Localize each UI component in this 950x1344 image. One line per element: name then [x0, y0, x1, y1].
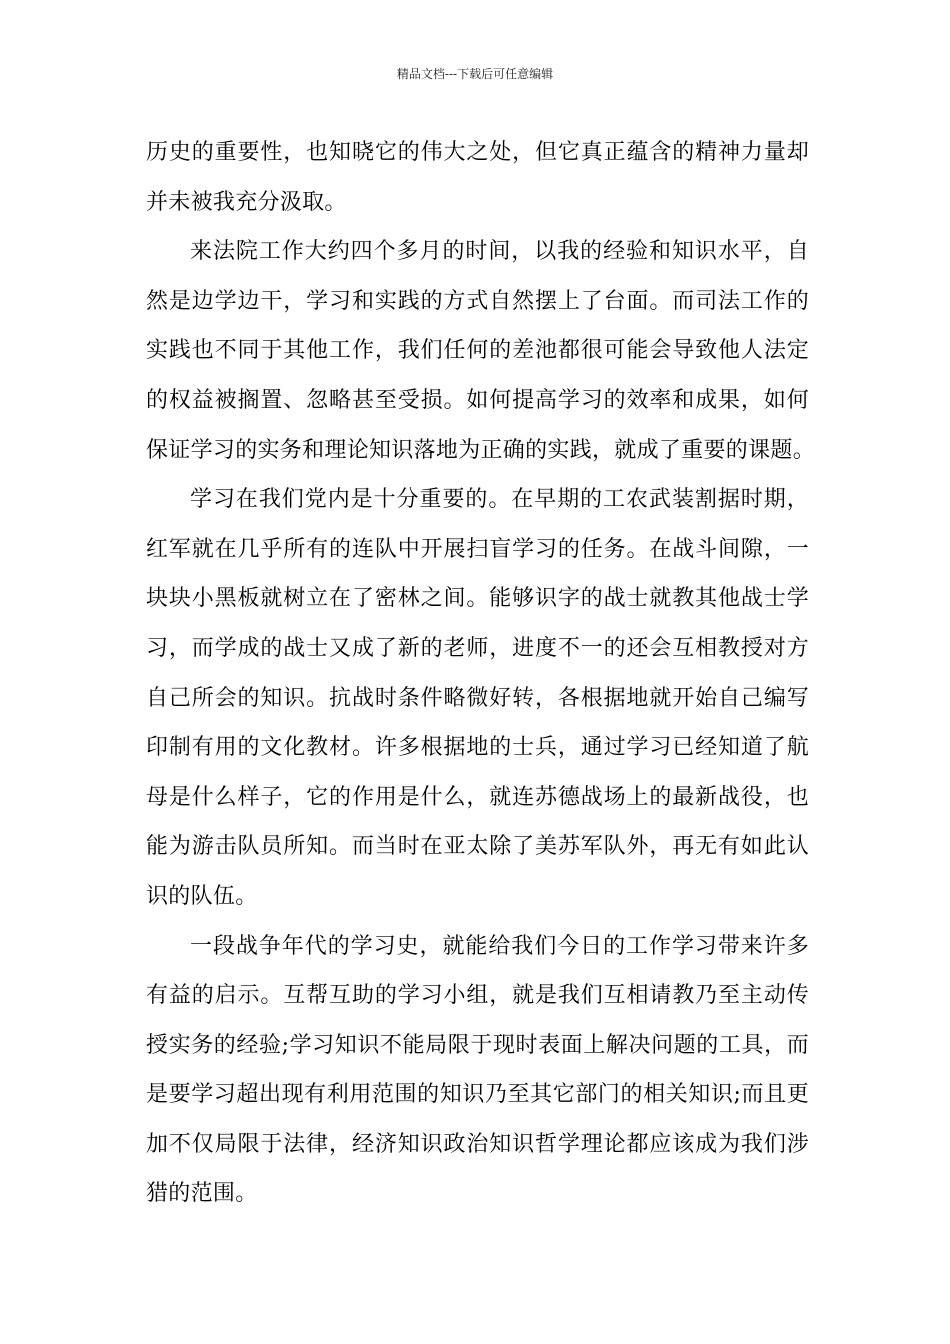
- text-line: 自己所会的知识。抗战时条件略微好转，各根据地就开始自己编写: [146, 685, 809, 711]
- text-line: 的权益被搁置、忽略甚至受损。如何提高学习的效率和成果，如何: [146, 387, 809, 413]
- text-line: 识的队伍。: [146, 883, 258, 909]
- text-line: 加不仅局限于法律，经济知识政治知识哲学理论都应该成为我们涉: [146, 1131, 809, 1157]
- text-line: 块块小黑板就树立在了密林之间。能够识字的战士就教其他战士学: [146, 586, 809, 612]
- text-line: 历史的重要性，也知晓它的伟大之处，但它真正蕴含的精神力量却: [146, 140, 809, 165]
- page-header: 精品文档---下载后可任意编辑: [396, 67, 554, 81]
- paragraph-first-line: 来法院工作大约四个多月的时间，以我的经验和知识水平，自: [190, 239, 809, 265]
- text-line: 印制有用的文化教材。许多根据地的士兵，通过学习已经知道了航: [146, 735, 809, 761]
- text-line: 母是什么样子，它的作用是什么，就连苏德战场上的最新战役，也: [146, 784, 809, 810]
- text-line: 实践也不同于其他工作，我们任何的差池都很可能会导致他人法定: [146, 338, 809, 364]
- text-line: 有益的启示。互帮互助的学习小组，就是我们互相请教乃至主动传: [146, 983, 809, 1009]
- text-line: 并未被我充分汲取。: [146, 189, 347, 215]
- text-line: 能为游击队员所知。而当时在亚太除了美苏军队外，再无有如此认: [146, 834, 809, 860]
- text-line: 习，而学成的战士又成了新的老师，进度不一的还会互相教授对方: [146, 635, 809, 661]
- document-body: [146, 128, 816, 1219]
- text-line: 授实务的经验;学习知识不能局限于现时表面上解决问题的工具，而: [146, 1032, 809, 1058]
- text-line: 保证学习的实务和理论知识落地为正确的实践，就成了重要的课题。: [146, 437, 816, 463]
- text-line: 是要学习超出现有利用范围的知识乃至其它部门的相关知识;而且更: [146, 1082, 809, 1108]
- text-line: 猎的范围。: [146, 1181, 258, 1207]
- paragraph-first-line: 学习在我们党内是十分重要的。在早期的工农武装割据时期，: [190, 487, 809, 513]
- text-line: 红军就在几乎所有的连队中开展扫盲学习的任务。在战斗间隙，一: [146, 536, 809, 562]
- text-line: 然是边学边干，学习和实践的方式自然摆上了台面。而司法工作的: [146, 288, 809, 314]
- paragraph-first-line: 一段战争年代的学习史，就能给我们今日的工作学习带来许多: [190, 933, 809, 959]
